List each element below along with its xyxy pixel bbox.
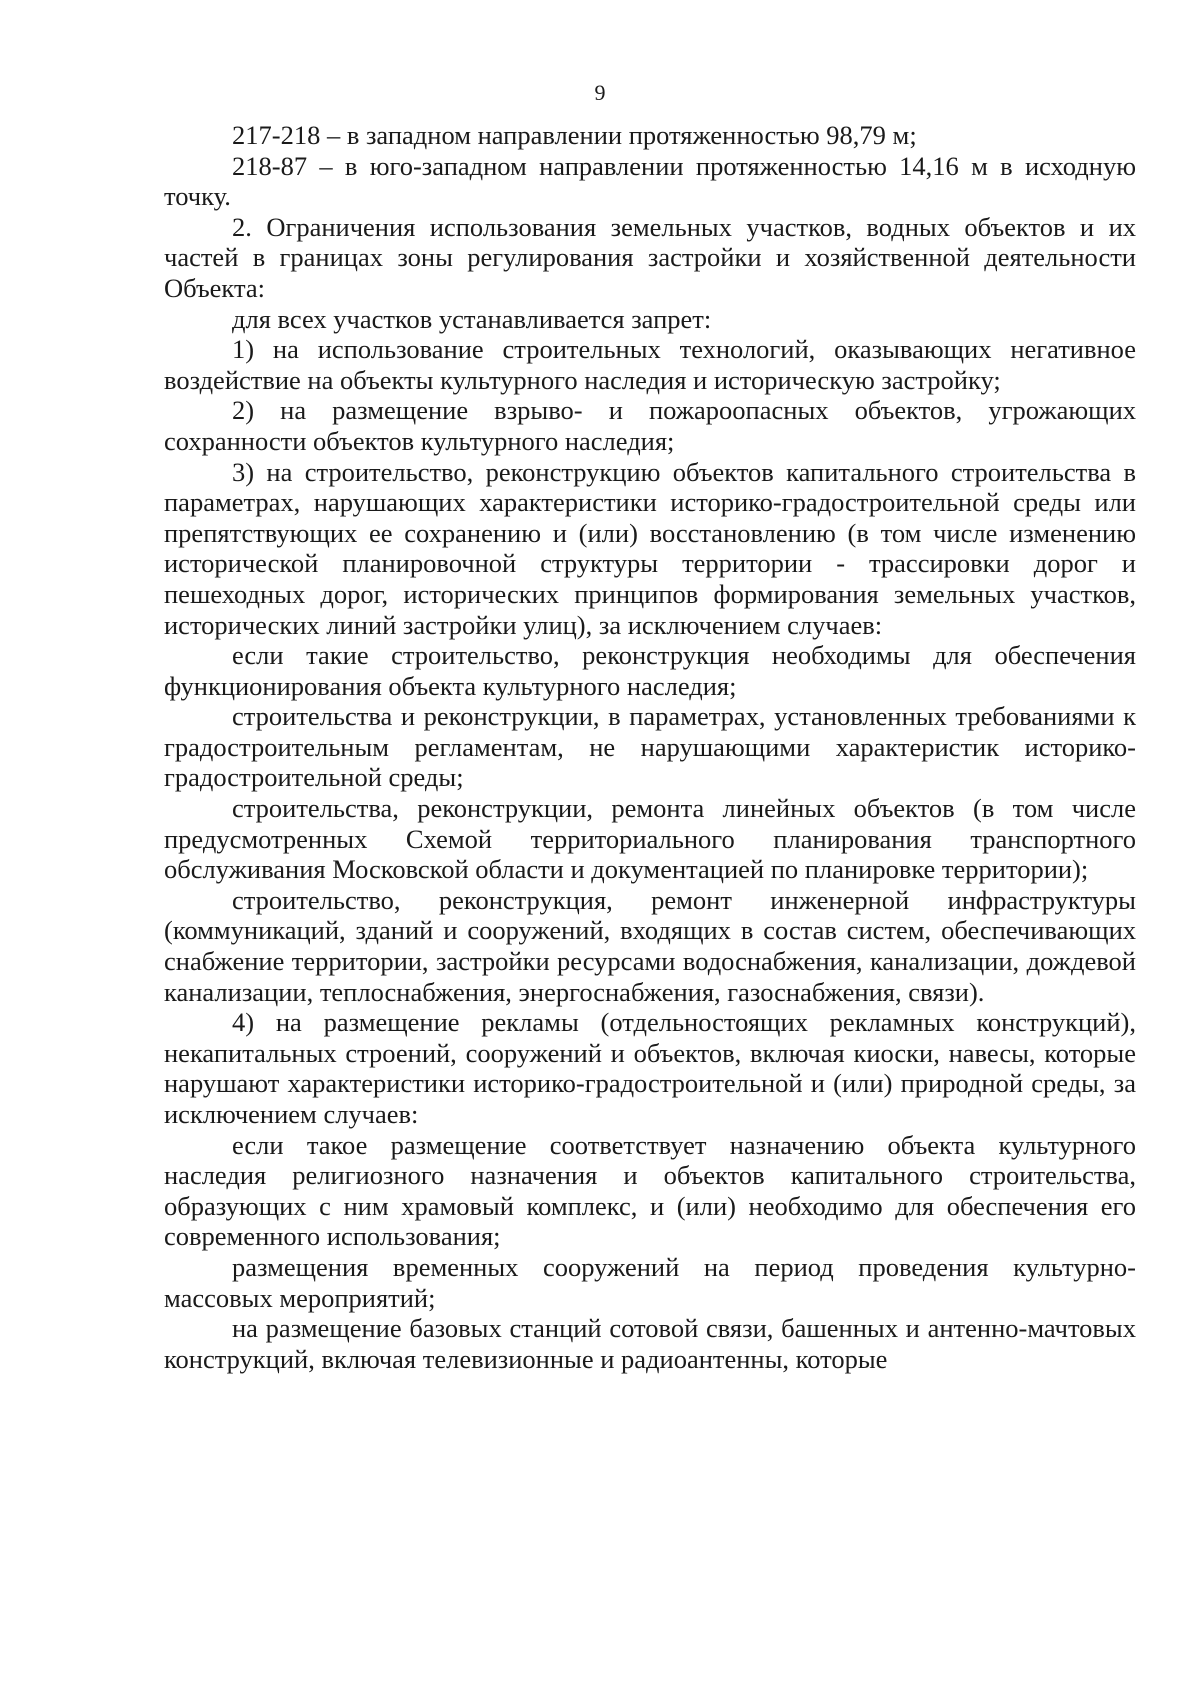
paragraph-exception-religious: если такое размещение соответствует назначению объекта культурного наследия религиозного назначения и объектов капитального строительства, образующих с ним храмовый комплекс, и (или) необходимо для обеспечения его современного использования; <box>164 1129 1136 1252</box>
paragraph-exception-infrastructure: строительство, реконструкция, ремонт инженерной инфраструктуры (коммуникаций, зданий и сооружений, входящих в состав систем, обеспечивающих снабжение территории, застройки ресурсами водоснабжения, канализации, дождевой канализации, теплоснабжения, энергоснабжения, газоснабжения, связи). <box>164 884 1136 1007</box>
paragraph-item-4: 4) на размещение рекламы (отдельностоящих рекламных конструкций), некапитальных строений, сооружений и объектов, включая киоски, навесы, которые нарушают характеристики историко-градостроительной и (или) природной среды, за исключением случаев: <box>164 1007 1136 1129</box>
paragraph-item-1: 1) на использование строительных технологий, оказывающих негативное воздействие на объекты культурного наследия и историческую застройку; <box>164 334 1136 395</box>
paragraph-base-stations: на размещение базовых станций сотовой связи, башенных и антенно-мачтовых конструкций, включая телевизионные и радиоантенны, которые <box>164 1313 1136 1374</box>
paragraph-exception-linear-objects: строительства, реконструкции, ремонта линейных объектов (в том числе предусмотренных Схемой территориального планирования транспортного обслуживания Московской области и документацией по планировке территории); <box>164 793 1136 885</box>
paragraph-item-2: 2) на размещение взрыво- и пожароопасных объектов, угрожающих сохранности объектов культурного наследия; <box>164 395 1136 456</box>
paragraph-exception-regulations: строительства и реконструкции, в параметрах, установленных требованиями к градостроительным регламентам, не нарушающими характеристик историко- градостроительной среды; <box>164 701 1136 793</box>
paragraph-prohibition-intro: для всех участков устанавливается запрет: <box>232 303 712 334</box>
paragraph-exception-heritage: если такие строительство, реконструкция необходимы для обеспечения функционирования объекта культурного наследия; <box>164 640 1136 701</box>
paragraph-segment-218-87: 218-87 – в юго-западном направлении протяженностью 14,16 м в исходную точку. <box>164 150 1136 212</box>
document-body <box>164 120 1136 1374</box>
paragraph-section-2-heading: 2. Ограничения использования земельных участков, водных объектов и их частей в границах зоны регулирования застройки и хозяйственной деятельности Объекта: <box>164 211 1136 303</box>
paragraph-segment-217-218: 217-218 – в западном направлении протяженностью 98,79 м; <box>232 120 917 150</box>
page-number: 9 <box>594 80 606 105</box>
paragraph-item-3: 3) на строительство, реконструкцию объектов капитального строительства в параметрах, нарушающих характеристики историко-градостроительной среды или препятствующих ее сохранению и (или) восстановлению (в том числе изменению исторической планировочной структуры территории - трассировки дорог и пешеходных дорог, исторических принципов формирования земельных участков, исторических линий застройки улиц), за исключением случаев: <box>164 456 1136 640</box>
paragraph-exception-temporary: размещения временных сооружений на период проведения культурно-массовых мероприятий; <box>164 1251 1136 1313</box>
